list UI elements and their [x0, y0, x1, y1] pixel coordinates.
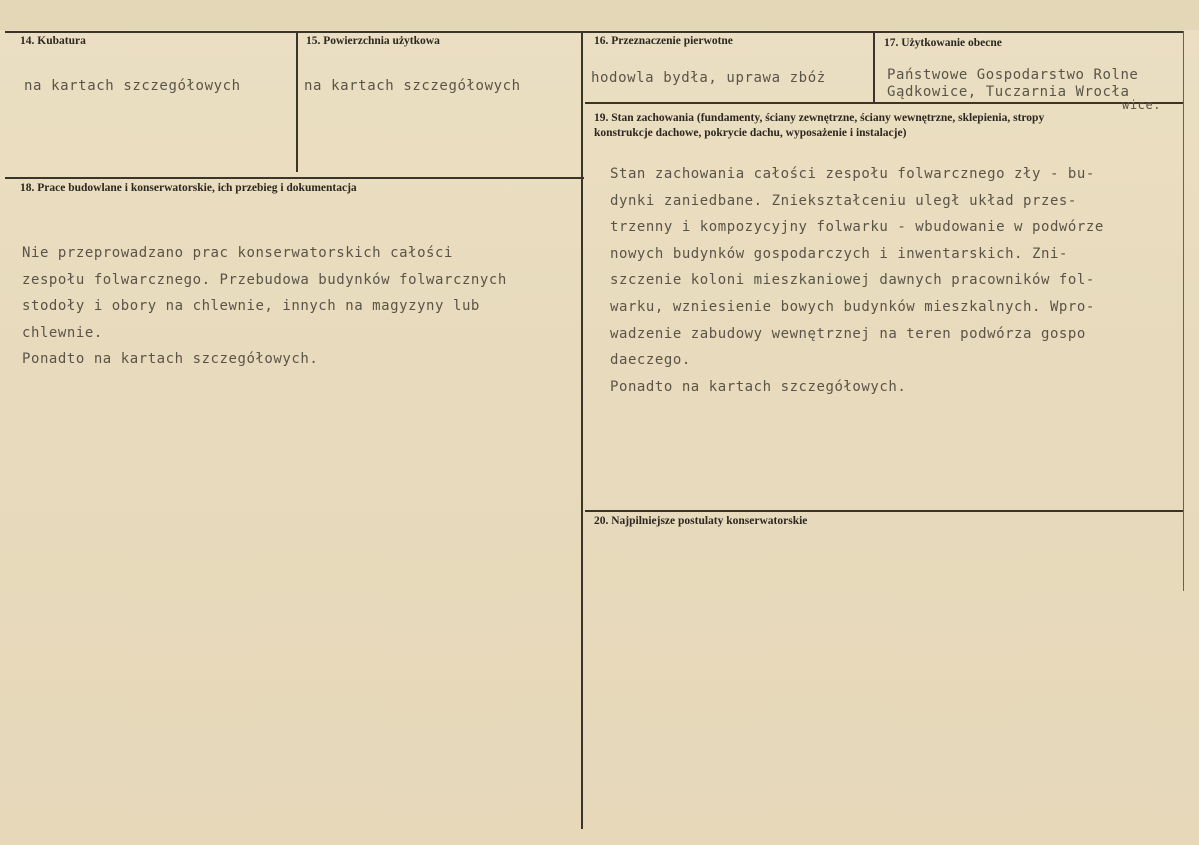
field18-label: 18. Prace budowlane i konserwatorskie, ich przebieg i dokumentacja [20, 182, 357, 194]
field19-line: daeczego. [610, 352, 691, 369]
field18-line: stodoły i obory na chlewnie, innych na magyzyny lub [22, 298, 480, 314]
field19-line: wadzenie zabudowy wewnętrznej na teren podwórza gospo [610, 325, 1086, 342]
field19-line: nowych budynków gospodarczych i inwentarskich. Zni- [610, 245, 1068, 262]
field19-line: szczenie koloni mieszkaniowej dawnych pracowników fol- [610, 272, 1095, 289]
field19-text [610, 161, 1104, 400]
rule-col3 [873, 31, 875, 102]
field19-label [594, 111, 1044, 141]
field17-value [887, 67, 1138, 101]
rule-field20-top [585, 510, 1183, 512]
field15-label: 15. Powierzchnia użytkowa [306, 35, 440, 47]
field14-label: 14. Kubatura [20, 35, 86, 47]
field20-label: 20. Najpilniejsze postulaty konserwatorskie [594, 515, 808, 527]
card-top-edge [0, 0, 1199, 30]
field19-line: trzenny i kompozycyjny folwarku - wbudowanie w podwórze [610, 219, 1104, 236]
field15-value: na kartach szczegółowych [304, 78, 521, 94]
field19-label-line2: konstrukcje dachowe, pokrycie dachu, wyposażenie i instalacje) [594, 127, 907, 139]
field14-value: na kartach szczegółowych [24, 78, 241, 94]
field17-overflow: wice. [1122, 98, 1162, 112]
field19-line: warku, wzniesienie bowych budynków mieszkalnych. Wpro- [610, 298, 1095, 315]
field18-text [22, 240, 507, 373]
field17-line: Państwowe Gospodarstwo Rolne [887, 67, 1139, 83]
rule-col-main [581, 31, 583, 829]
rule-field19-top [585, 102, 1183, 104]
rule-col1 [296, 31, 298, 172]
field19-line: Ponadto na kartach szczegółowych. [610, 378, 907, 395]
field19-line: Stan zachowania całości zespołu folwarcznego zły - bu- [610, 166, 1095, 182]
field16-value: hodowla bydła, uprawa zbóż [591, 70, 826, 86]
field17-line: Gądkowice, Tuczarnia Wrocła [887, 84, 1130, 100]
rule-right [1183, 31, 1184, 591]
field19-label-line1: 19. Stan zachowania (fundamenty, ściany zewnętrzne, ściany wewnętrzne, sklepienia, stropy [594, 112, 1045, 124]
field18-line: Ponadto na kartach szczegółowych. [22, 351, 319, 367]
field18-line: Nie przeprowadzano prac konserwatorskich całości [22, 245, 453, 261]
field17-label: 17. Użytkowanie obecne [884, 37, 1002, 49]
rule-top [5, 31, 1183, 33]
field18-line: chlewnie. [22, 324, 103, 341]
field18-line: zespołu folwarcznego. Przebudowa budynków folwarcznych [22, 271, 507, 288]
field19-line: dynki zaniedbane. Zniekształceniu uległ układ przes- [610, 192, 1077, 209]
rule-row1-left [5, 177, 584, 179]
field16-label: 16. Przeznaczenie pierwotne [594, 35, 733, 47]
